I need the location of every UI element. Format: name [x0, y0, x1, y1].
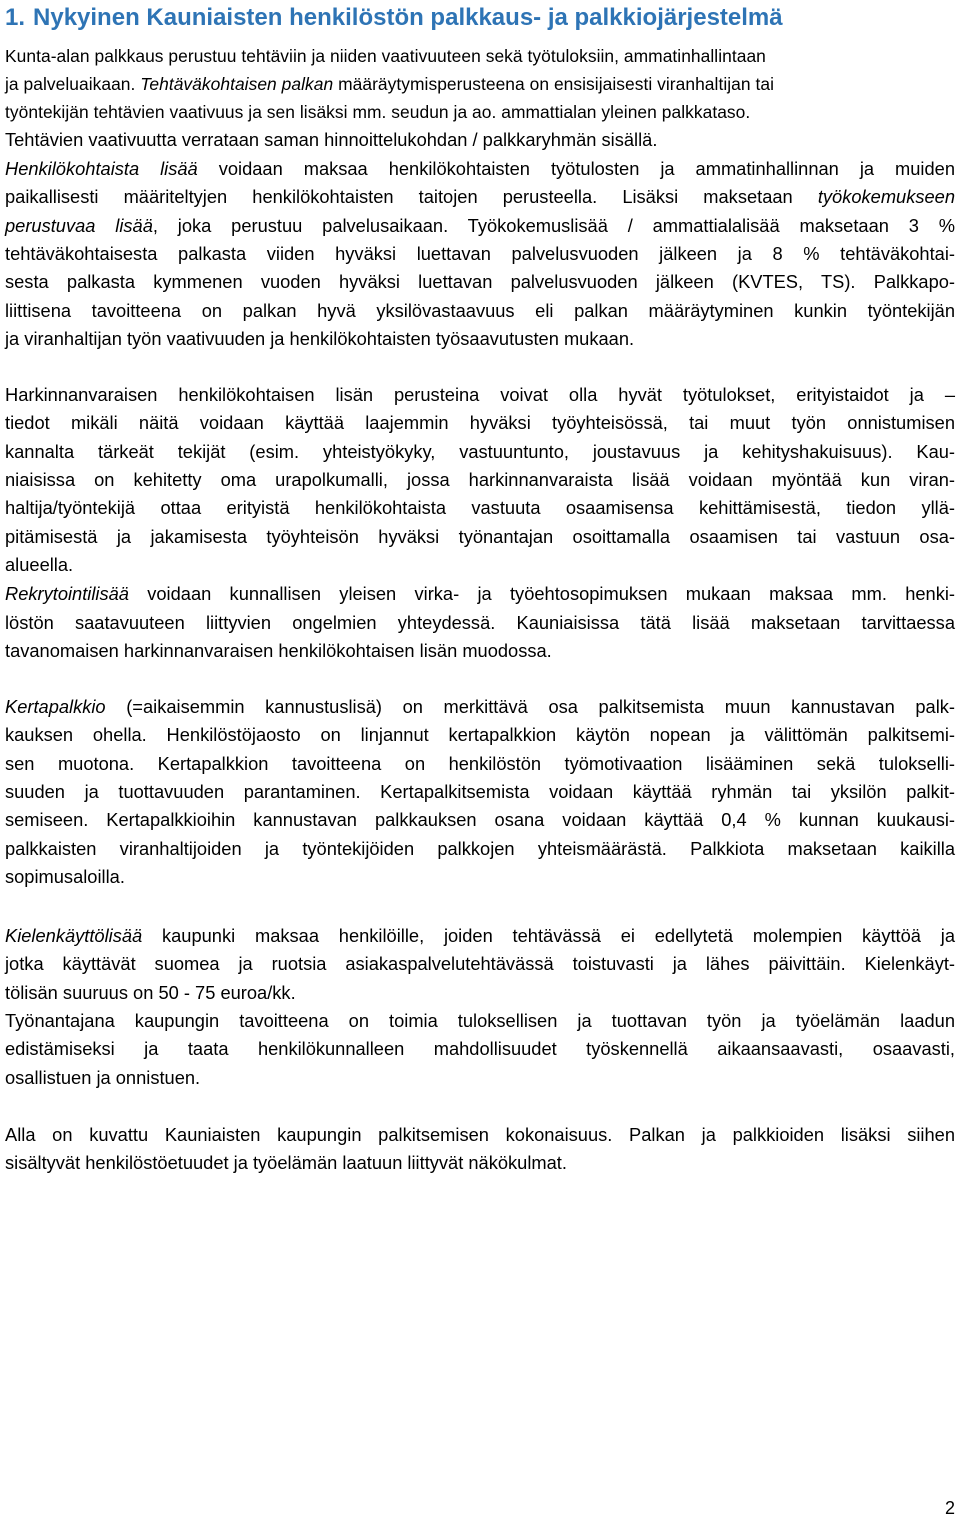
text-run: työntekijän tehtävien vaativuus ja sen lisäksi mm. seudun ja ao. ammattialan yleinen palkkataso.	[5, 102, 751, 122]
text-line	[5, 98, 750, 126]
text-run: kauksen ohella. Henkilöstöjaosto on linjannut kertapalkkion käytön nopean ja välittömän palkitsemi-	[5, 724, 955, 745]
text-line	[5, 609, 955, 637]
text-line	[5, 979, 296, 1007]
text-run: voidaan maksaa henkilökohtaisten työtulosten ja ammatinhallinnan ja muiden	[197, 158, 955, 179]
text-line	[5, 240, 955, 268]
italic-term: Kertapalkkio	[5, 696, 106, 717]
text-run: osallistuen ja onnistuen.	[5, 1067, 201, 1088]
text-line	[5, 1035, 955, 1063]
text-run: alueella.	[5, 554, 74, 575]
text-line	[5, 721, 955, 749]
text-run: sisältyvät henkilöstöetuudet ja työelämän laatuun liittyvät näkökulmat.	[5, 1152, 567, 1173]
text-run: löstön saatavuuteen liittyvien ongelmien yhteydessä. Kauniaisissa tätä lisää maksetaan tarvittaessa	[5, 612, 955, 633]
text-run: ja viranhaltijan työn vaativuuden ja henkilökohtaisten työsaavutusten mukaan.	[5, 328, 635, 349]
text-line	[5, 466, 955, 494]
text-run: tavanomaisen harkinnanvaraisen henkilökohtaisen lisän muodossa.	[5, 640, 552, 661]
text-run: sesta palkasta kymmenen vuoden hyväksi luettavan palvelusvuoden jälkeen (KVTES, TS). Palkkapo-	[5, 271, 955, 292]
italic-term: perustuvaa lisää	[5, 215, 153, 236]
text-line	[5, 580, 955, 608]
italic-term: Henkilökohtaista lisää	[5, 158, 198, 179]
text-line	[5, 183, 955, 211]
italic-term: Tehtäväkohtaisen palkan	[140, 74, 334, 94]
text-line	[5, 835, 955, 863]
italic-term: Rekrytointilisää	[5, 583, 129, 604]
text-run: (=aikaisemmin kannustuslisä) on merkittävä osa palkitsemista muun kannustavan palk-	[105, 696, 955, 717]
section-heading	[5, 3, 783, 33]
text-run: niaisissa on kehitetty oma urapolkumalli, jossa harkinnanvaraista lisää voidaan myöntää kun viran-	[5, 469, 955, 490]
text-line	[5, 297, 955, 325]
text-run: edistämiseksi ja taata henkilökunnalleen mahdollisuudet työskennellä aikaansaavasti, osaavasti,	[5, 1038, 955, 1059]
text-line	[5, 212, 955, 240]
text-line	[5, 750, 955, 778]
text-line	[5, 637, 552, 665]
text-line	[5, 551, 73, 579]
text-line	[5, 1007, 955, 1035]
text-run: paikallisesti määriteltyjen henkilökohtaisten taitojen perusteella. Lisäksi maksetaan	[5, 186, 818, 207]
text-run: , joka perustuu palvelusaikaan. Työkokemuslisää / ammattialalisää maksetaan 3 %	[152, 215, 955, 236]
text-run: suuden ja tuottavuuden parantaminen. Kertapalkitsemista voidaan käyttää ryhmän tai yksilön palkit-	[5, 781, 955, 802]
text-line	[5, 693, 955, 721]
text-line	[5, 126, 657, 154]
text-run: Alla on kuvattu Kauniaisten kaupungin palkitsemisen kokonaisuus. Palkan ja palkkioiden lisäksi siihen	[5, 1124, 955, 1145]
text-run: semiseen. Kertapalkkioihin kannustavan palkkauksen osana voidaan käyttää 0,4 % kunnan kuukausi-	[5, 809, 955, 830]
section-number: 1.	[5, 4, 26, 31]
italic-term: Kielenkäyttölisää	[5, 925, 143, 946]
text-run: tölisän suuruus on 50 - 75 euroa/kk.	[5, 982, 296, 1003]
text-run: kannalta tärkeät tekijät (esim. yhteistyökyky, vastuuntunto, joustavuus ja kehityshakuisuus). Kau-	[5, 441, 955, 462]
text-line	[5, 438, 955, 466]
text-line	[5, 922, 955, 950]
text-line	[5, 42, 766, 70]
section-title: Nykyinen Kauniaisten henkilöstön palkkaus- ja palkkiojärjestelmä	[33, 4, 783, 31]
text-line	[5, 325, 634, 353]
text-line	[5, 1064, 200, 1092]
text-line	[5, 494, 955, 522]
text-line	[5, 409, 955, 437]
text-run: tiedot mikäli näitä voidaan käyttää laajemmin hyväksi työyhteisössä, tai muut työn onnistumisen	[5, 412, 955, 433]
text-line	[5, 863, 125, 891]
text-run: voidaan kunnallisen yleisen virka- ja työehtosopimuksen mukaan maksaa mm. henki-	[128, 583, 955, 604]
text-run: Työnantajana kaupungin tavoitteena on toimia tuloksellisen ja tuottavan työn ja työelämän laadun	[5, 1010, 955, 1031]
text-run: määräytymisperusteena on ensisijaisesti viranhaltijan tai	[333, 74, 774, 94]
text-run: liittisena tavoitteena on palkan hyvä yksilövastaavuus eli palkan määräytyminen kunkin työntekijän	[5, 300, 955, 321]
text-line	[5, 778, 955, 806]
text-line	[5, 268, 955, 296]
text-run: sen muotona. Kertapalkkion tavoitteena on henkilöstön työmotivaation lisääminen sekä tulokselli-	[5, 753, 955, 774]
text-run: palkkaisten viranhaltijoiden ja työntekijöiden palkkojen yhteismäärästä. Palkkiota maksetaan kaikilla	[5, 838, 955, 859]
text-line	[5, 155, 955, 183]
text-line	[5, 1149, 567, 1177]
text-run: Kunta-alan palkkaus perustuu tehtäviin ja niiden vaativuuteen sekä työtuloksiin, ammatinhallintaan	[5, 46, 766, 66]
text-line	[5, 381, 955, 409]
text-run: haltija/työntekijä ottaa erityistä henkilökohtaista vastuuta osaamisensa kehittämisestä, tiedon yllä-	[5, 497, 955, 518]
text-line	[5, 523, 955, 551]
text-run: sopimusaloilla.	[5, 866, 125, 887]
italic-term: työkokemukseen	[817, 186, 955, 207]
text-line	[5, 70, 774, 98]
text-run: jotka käyttävät suomea ja ruotsia asiakaspalvelutehtävässä toistuvasti ja lähes päivittäin. Kielenkäyt-	[5, 953, 955, 974]
page-number: 2	[944, 1498, 955, 1518]
text-run: Harkinnanvaraisen henkilökohtaisen lisän perusteina voivat olla hyvät työtulokset, erityistaidot ja –	[5, 384, 955, 405]
text-run: pitämisestä ja jakamisesta työyhteisön hyväksi työnantajan osoittamalla osaamisen tai vastuun osa-	[5, 526, 955, 547]
text-line	[5, 806, 955, 834]
text-line	[5, 950, 955, 978]
text-run: Tehtävien vaativuutta verrataan saman hinnoittelukohdan / palkkaryhmän sisällä.	[5, 129, 658, 150]
text-run: ja palveluaikaan.	[5, 74, 141, 94]
text-run: kaupunki maksaa henkilöille, joiden tehtävässä ei edellytetä molempien käyttöä ja	[142, 925, 955, 946]
text-line	[5, 1121, 955, 1149]
text-run: tehtäväkohtaisesta palkasta viiden hyväksi luettavan palvelusvuoden jälkeen ja 8 % tehtäväkohtai-	[5, 243, 955, 264]
